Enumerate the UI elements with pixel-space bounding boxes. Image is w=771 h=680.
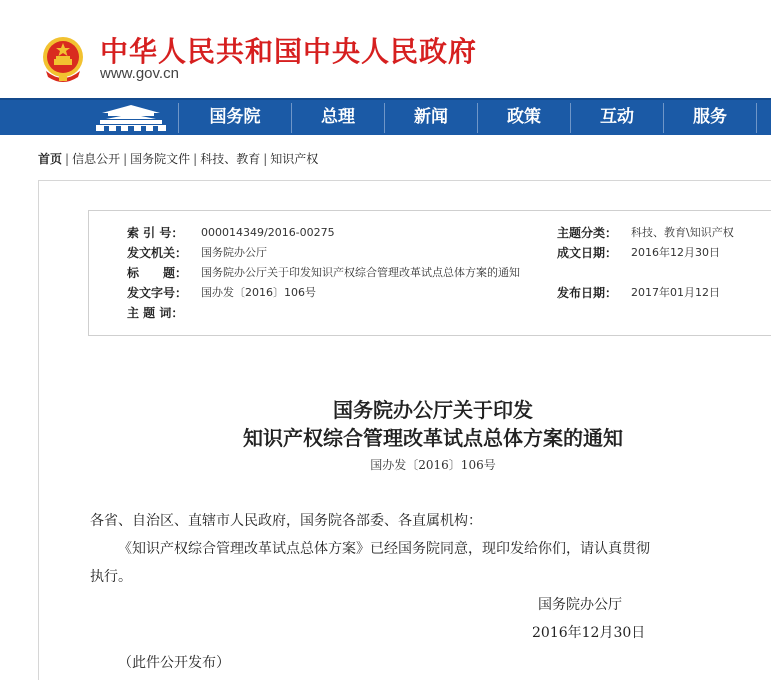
nav-item-news[interactable]: 新闻 <box>414 107 448 127</box>
meta-row <box>89 283 771 303</box>
meta-row <box>89 243 771 263</box>
doc-number-value: 国办发〔2016〕106号 <box>201 286 316 299</box>
document-title-line-2: 知识产权综合管理改革试点总体方案的通知 <box>243 426 623 450</box>
breadcrumb-home[interactable]: 首页 <box>38 152 63 166</box>
issuer-label: 发文机关： <box>127 246 188 260</box>
breadcrumb-state-council-docs[interactable]: 国务院文件 <box>130 152 191 166</box>
breadcrumb <box>38 150 318 167</box>
keywords-label: 主 题 词： <box>127 306 184 320</box>
category-value: 科技、教育\知识产权 <box>631 226 734 239</box>
site-url[interactable]: www.gov.cn <box>100 65 179 82</box>
breadcrumb-info-disclosure[interactable]: 信息公开 <box>72 152 121 166</box>
nav-item-state-council[interactable]: 国务院 <box>209 107 261 127</box>
nav-divider <box>756 103 757 133</box>
meta-row <box>89 303 771 323</box>
breadcrumb-ip[interactable]: 知识产权 <box>270 152 319 166</box>
site-title[interactable]: 中华人民共和国中央人民政府 <box>100 35 478 68</box>
title-label: 标 题： <box>127 266 188 280</box>
meta-row <box>89 263 771 283</box>
signature-date: 2016年12月30日 <box>532 625 646 641</box>
main-nav <box>0 98 771 135</box>
index-value: 000014349/2016-00275 <box>201 226 335 239</box>
document-title-line-1: 国务院办公厅关于印发 <box>333 398 533 422</box>
site-header <box>0 0 771 98</box>
signature-text: 国务院办公厅 <box>538 597 622 613</box>
breadcrumb-separator-icon: | <box>65 152 70 166</box>
index-label: 索 引 号： <box>127 226 184 240</box>
doc-number-label: 发文字号： <box>127 286 188 300</box>
nav-divider <box>178 103 179 133</box>
breadcrumb-separator-icon: | <box>263 152 268 166</box>
created-date-label: 成文日期： <box>557 246 618 260</box>
body-text-line-1: 《知识产权综合管理改革试点总体方案》已经国务院同意，现印发给你们，请认真贯彻 <box>118 541 650 557</box>
nav-item-policy[interactable]: 政策 <box>507 107 541 127</box>
published-date-label: 发布日期： <box>557 286 618 300</box>
nav-item-premier[interactable]: 总理 <box>321 107 355 127</box>
national-emblem-icon[interactable] <box>40 35 86 83</box>
salutation-text: 各省、自治区、直辖市人民政府，国务院各部委、各直属机构： <box>90 513 482 529</box>
meta-row <box>89 223 771 243</box>
issuer-value: 国务院办公厅 <box>201 246 267 259</box>
disclosure-note: （此件公开发布） <box>118 655 230 671</box>
created-date-value: 2016年12月30日 <box>631 246 720 259</box>
nav-item-interaction[interactable]: 互动 <box>600 107 634 127</box>
body-text-line-2: 执行。 <box>90 569 132 585</box>
title-value: 国务院办公厅关于印发知识产权综合管理改革试点总体方案的通知 <box>201 266 520 279</box>
breadcrumb-sci-edu[interactable]: 科技、教育 <box>200 152 261 166</box>
nav-item-services[interactable]: 服务 <box>693 107 727 127</box>
breadcrumb-separator-icon: | <box>123 152 128 166</box>
published-date-value: 2017年01月12日 <box>631 286 720 299</box>
document-number: 国办发〔2016〕106号 <box>370 458 496 472</box>
category-label: 主题分类： <box>557 226 618 240</box>
tiananmen-logo-icon[interactable] <box>88 103 174 133</box>
breadcrumb-separator-icon: | <box>193 152 198 166</box>
document-metadata-table <box>88 210 771 336</box>
